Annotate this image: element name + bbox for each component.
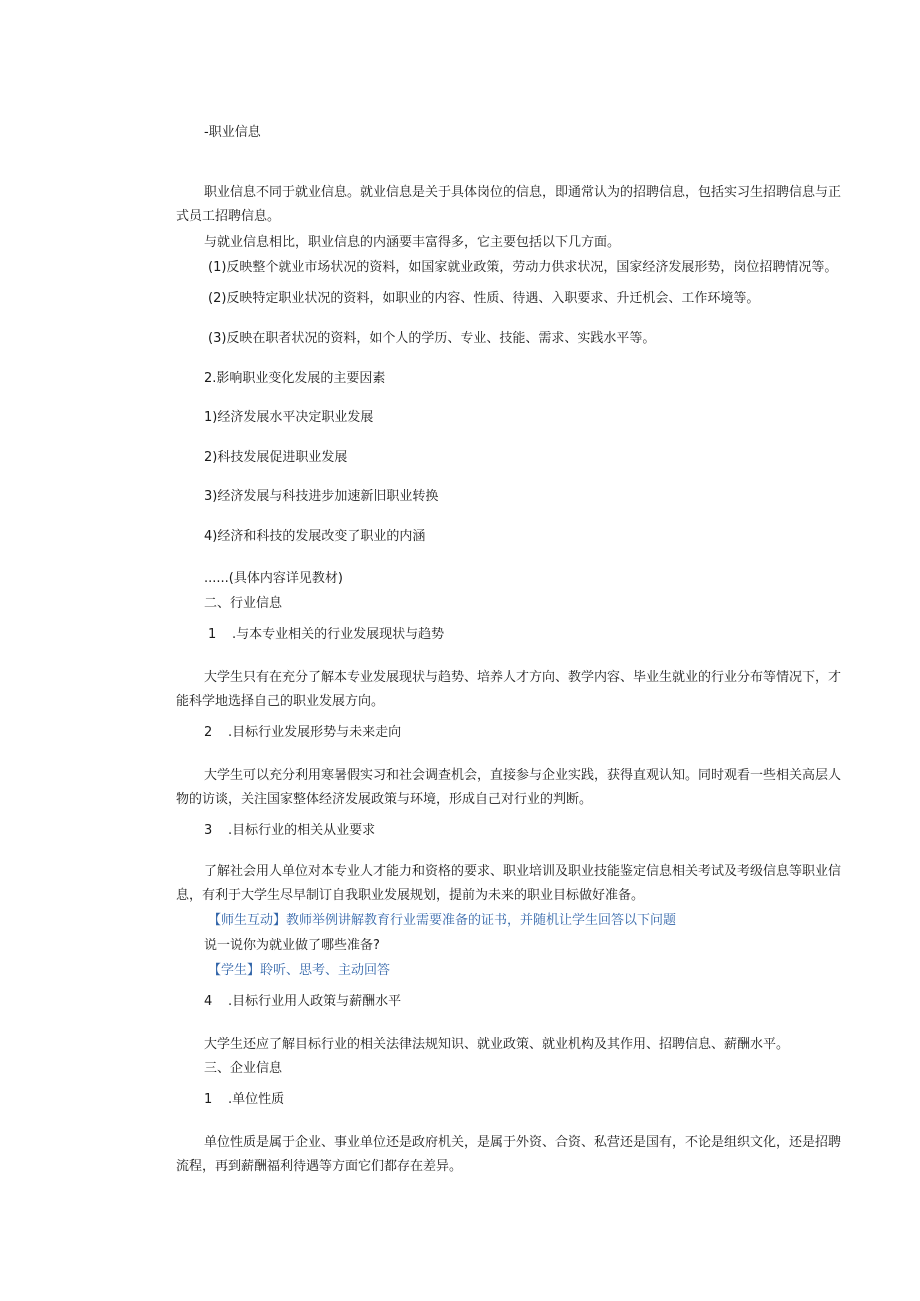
industry-subheading-4 <box>204 990 401 1014</box>
factor-item-1: 1)经济发展水平决定职业发展 <box>204 410 374 425</box>
industry-subheading-1 <box>208 623 444 647</box>
factors-heading: 2.影响职业变化发展的主要因素 <box>204 371 386 386</box>
student-response-note: 【学生】聆听、思考、主动回答 <box>208 963 391 978</box>
industry-info-heading: 二、行业信息 <box>204 596 283 611</box>
enterprise-subheading-1-title: .单位性质 <box>228 1092 285 1107</box>
industry-subheading-1-title: .与本专业相关的行业发展现状与趋势 <box>232 627 445 642</box>
industry-subheading-4-number: 4 <box>204 994 213 1009</box>
industry-subheading-2 <box>204 721 401 745</box>
job-info-item-2: (2)反映特定职业状况的资料，如职业的内容、性质、待遇、入职要求、升迁机会、工作环境等。 <box>208 291 760 306</box>
industry-subheading-3-title: .目标行业的相关从业要求 <box>228 823 376 838</box>
teacher-student-interaction-note: 【师生互动】教师举例讲解教育行业需要准备的证书，并随机让学生回答以下问题 <box>208 913 677 928</box>
see-textbook-note: ......(具体内容详见教材) <box>204 571 343 586</box>
discussion-question: 说一说你为就业做了哪些准备? <box>204 938 380 953</box>
job-info-paragraph-2: 与就业信息相比，职业信息的内涵要丰富得多，它主要包括以下几方面。 <box>204 235 621 250</box>
factor-item-4: 4)经济和科技的发展改变了职业的内涵 <box>204 529 426 544</box>
job-info-item-1: (1)反映整个就业市场状况的资料，如国家就业政策，劳动力供求状况，国家经济发展形势，岗位招聘情况等。 <box>208 260 838 275</box>
industry-paragraph-2: 大学生可以充分利用寒暑假实习和社会调查机会，直接参与企业实践，获得直观认知。同时观看一些相关高层人物的访谈，关注国家整体经济发展政策与环境，形成自己对行业的判断。 <box>176 768 842 807</box>
enterprise-info-heading: 三、企业信息 <box>204 1061 283 1076</box>
industry-subheading-3-number: 3 <box>204 823 213 838</box>
industry-paragraph-1: 大学生只有在充分了解本专业发展现状与趋势、培养人才方向、教学内容、毕业生就业的行业分布等情况下，才能科学地选择自己的职业发展方向。 <box>176 670 842 709</box>
factor-item-2: 2)科技发展促进职业发展 <box>204 450 348 465</box>
job-info-heading: -职业信息 <box>204 125 261 140</box>
job-info-item-3: (3)反映在职者状况的资料，如个人的学历、专业、技能、需求、实践水平等。 <box>208 331 656 346</box>
industry-subheading-2-number: 2 <box>204 725 213 740</box>
enterprise-subheading-1-number: 1 <box>204 1092 213 1107</box>
industry-subheading-3 <box>204 819 375 843</box>
enterprise-paragraph-1: 单位性质是属于企业、事业单位还是政府机关，是属于外资、合资、私营还是国有，不论是组织文化，还是招聘流程，再到薪酬福利待遇等方面它们都存在差异。 <box>176 1135 842 1174</box>
industry-subheading-2-title: .目标行业发展形势与未来走向 <box>228 725 402 740</box>
enterprise-subheading-1 <box>204 1088 284 1112</box>
job-info-paragraph-1: 职业信息不同于就业信息。就业信息是关于具体岗位的信息，即通常认为的招聘信息，包括实习生招聘信息与正式员工招聘信息。 <box>176 185 842 224</box>
factor-item-3: 3)经济发展与科技进步加速新旧职业转换 <box>204 489 439 504</box>
industry-paragraph-3: 了解社会用人单位对本专业人才能力和资格的要求、职业培训及职业技能鉴定信息相关考试及考级信息等职业信息，有利于大学生尽早制订自我职业发展规划，提前为未来的职业目标做好准备。 <box>176 864 842 903</box>
industry-subheading-1-number: 1 <box>208 627 217 642</box>
industry-paragraph-4: 大学生还应了解目标行业的相关法律法规知识、就业政策、就业机构及其作用、招聘信息、薪酬水平。 <box>204 1037 790 1052</box>
industry-subheading-4-title: .目标行业用人政策与薪酬水平 <box>228 994 402 1009</box>
